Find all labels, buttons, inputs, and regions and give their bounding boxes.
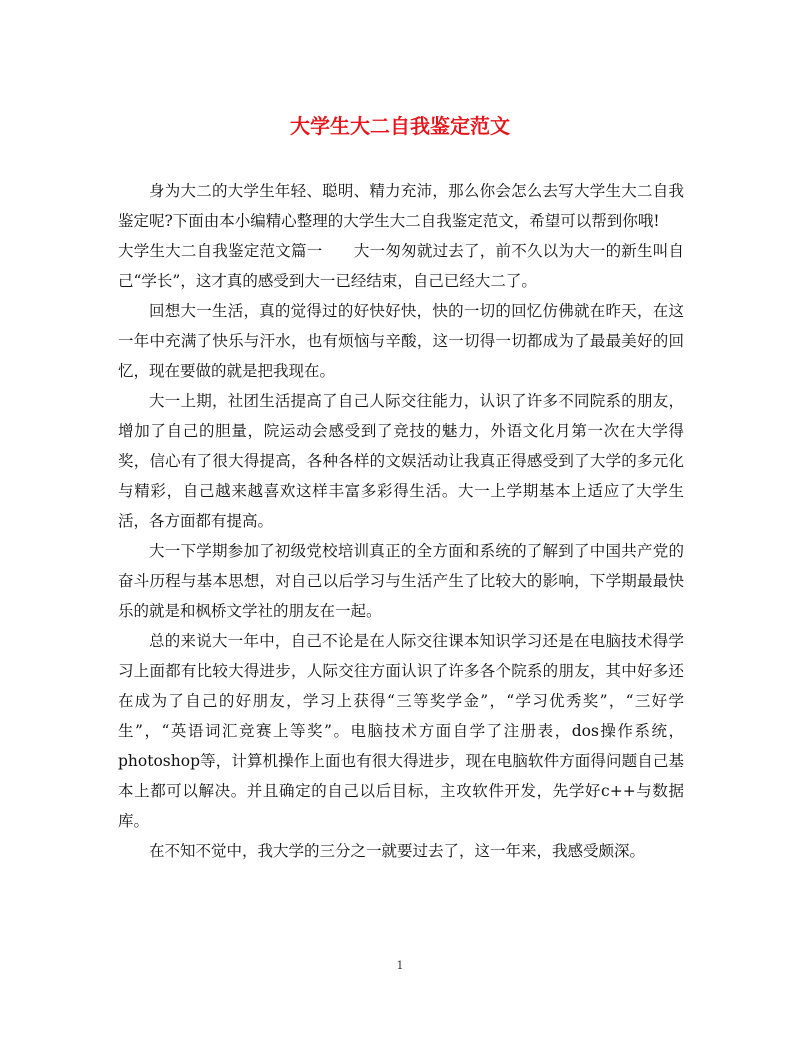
paragraph-recall: 回想大一生活，真的觉得过的好快好快，快的一切的回忆仿佛就在昨天，在这一年中充满了快乐与汗水，也有烦恼与辛酸，这一切得一切都成为了最最美好的回忆，现在要做的就是把我现在。 (118, 302, 684, 380)
paragraph-summary: 总的来说大一年中，自己不论是在人际交往课本知识学习还是在电脑技术得学习上面都有比较大得进步，人际交往方面认识了许多各个院系的朋友，其中好多还在成为了自己的好朋友，学习上获得“三等奖学金”，“学习优秀奖”，“三好学生”，“英语词汇竞赛上等奖”。电脑技术方面自学了注册表，dos操作系统，photoshop等，计算机操作上面也有很大得进步，现在电脑软件方面得问题自己基本上都可以解决。并且确定的自己以后目标，主攻软件开发，先学好c++与数据库。 (118, 632, 684, 830)
paragraph-section-one: 大学生大二自我鉴定范文篇一 大一匆匆就过去了，前不久以为大一的新生叫自己“学长”，这才真的感受到大一已经结束，自己已经大二了。 (118, 242, 684, 290)
page-number: 1 (396, 959, 404, 972)
paragraph-intro: 身为大二的大学生年轻、聪明、精力充沛，那么你会怎么去写大学生大二自我鉴定呢?下面由本小编精心整理的大学生大二自我鉴定范文，希望可以帮到你哦! (118, 182, 684, 230)
paragraph-first-term: 大一上期，社团生活提高了自己人际交往能力，认识了许多不同院系的朋友，增加了自己的胆量，院运动会感受到了竞技的魅力，外语文化月第一次在大学得奖，信心有了很大得提高，各种各样的文娱活动让我真正得感受到了大学的多元化与精彩，自己越来越喜欢这样丰富多彩得生活。大一上学期基本上适应了大学生活，各方面都有提高。 (118, 392, 684, 530)
document-body (118, 176, 684, 866)
paragraph-second-term: 大一下学期参加了初级党校培训真正的全方面和系统的了解到了中国共产党的奋斗历程与基本思想，对自己以后学习与生活产生了比较大的影响，下学期最最快乐的就是和枫桥文学社的朋友在一起。 (118, 542, 684, 620)
paragraph-closing: 在不知不觉中，我大学的三分之一就要过去了，这一年来，我感受颇深。 (149, 842, 646, 860)
document-title: 大学生大二自我鉴定范文 (290, 114, 510, 138)
